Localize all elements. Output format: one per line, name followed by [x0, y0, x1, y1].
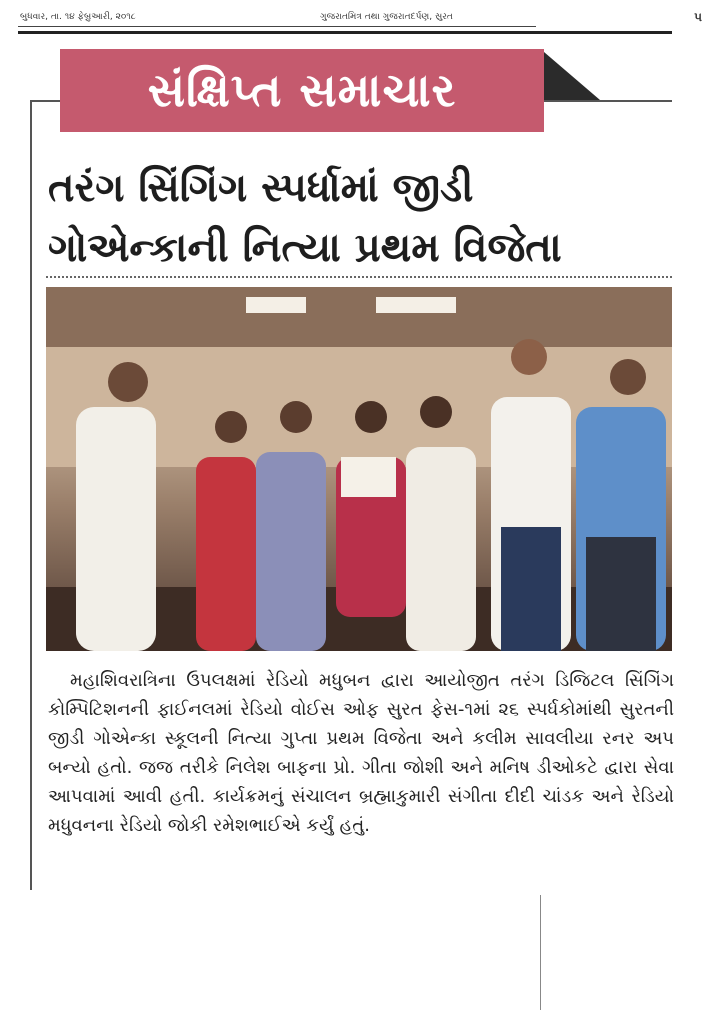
page-number: ૫ — [694, 10, 702, 24]
photo-ceiling-light — [246, 297, 306, 313]
article-body: મહાશિવરાત્રિના ઉપલક્ષમાં રેડિયો મધુબન દ્વારા આયોજીત તરંગ ડિજિટલ સિંગિંગ કોમ્પિટિશનની ફાઈનલમાં રેડિયો વોઈસ ઓફ સુરત ફેસ-૧માં ૨૬ સ્પર્ધકોમાંથી સુરતની જીડી ગોએન્કા સ્કૂલની નિત્યા ગુપ્તા પ્રથમ વિજેતા અને કલીમ સાવલીયા રનર અપ બન્યો હતો. જજ તરીકે નિલેશ બાફના પ્રો. ગીતા જોશી અને મનિષ ડીઓકટે દ્વારા સેવા આપવામાં આવી હતી. કાર્યક્રમનું સંચાલન બ્રહ્માકુમારી સંગીતા દીદી ચાંડક અને રેડિયો મધુવનના રેડિયો જોકી રમેશભાઈએ કર્યું હતું. — [48, 670, 674, 836]
section-frame-left — [30, 100, 32, 890]
banner-corner-triangle — [544, 52, 600, 100]
column-divider — [540, 895, 541, 1010]
header-rule-thick — [18, 31, 672, 34]
headline-line-1: તરંગ સિંગિંગ સ્પર્ધામાં જીડી — [48, 164, 474, 211]
headline-line-2: ગોએન્કાની નિત્યા પ્રથમ વિજેતા — [48, 224, 562, 271]
event-photo-illustration — [46, 287, 672, 651]
photo-ceiling-light — [376, 297, 456, 313]
section-banner: સંક્ષિપ્ત સમાચાર — [60, 49, 544, 132]
header-publication: ગુજરાતમિત્ર તથા ગુજરાતદર્પણ, સુરત — [320, 12, 453, 22]
article-headline — [48, 158, 668, 278]
page-header — [20, 8, 710, 28]
header-date: બુધવાર, તા. ૧૪ ફેબ્રુઆરી, ૨૦૧૮ — [20, 12, 136, 22]
photo-ceiling — [46, 287, 672, 347]
event-photo — [46, 287, 672, 651]
dotted-divider — [46, 276, 672, 278]
header-rule-thin — [18, 26, 536, 27]
